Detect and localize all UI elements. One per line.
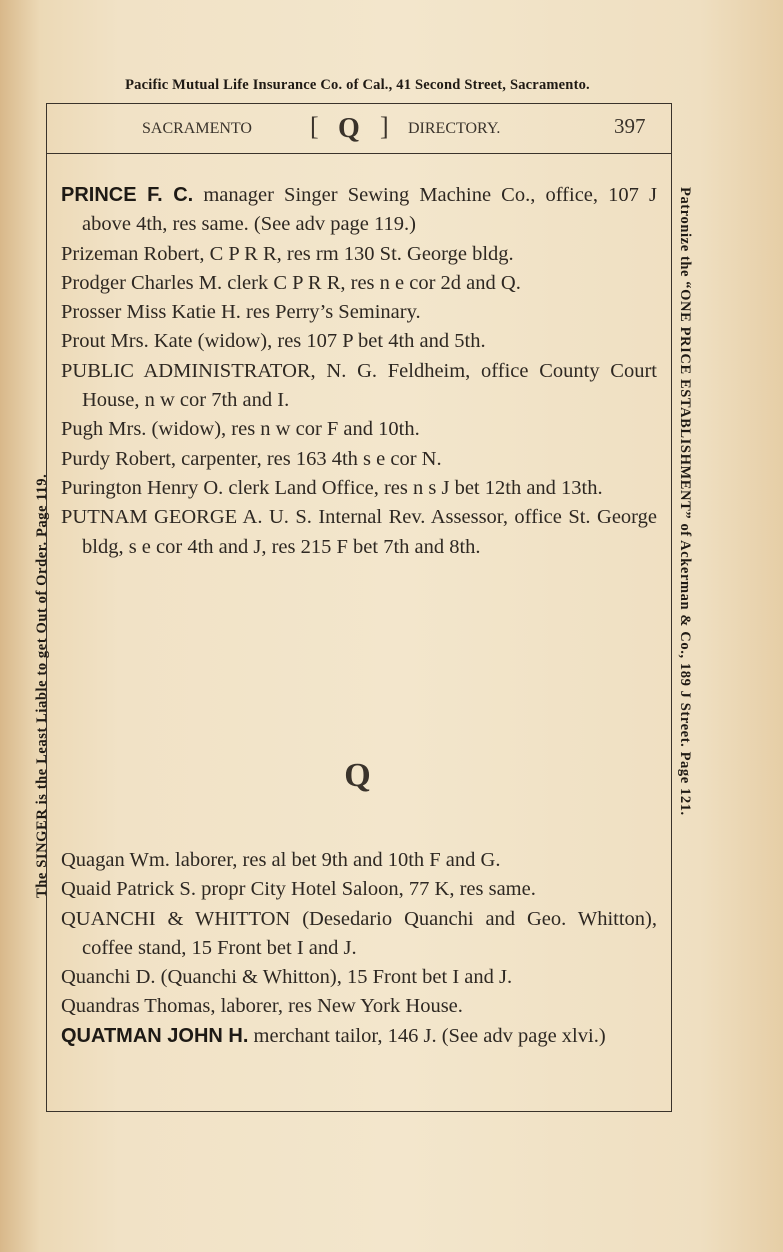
directory-entry — [61, 474, 657, 503]
directory-entry — [61, 445, 657, 474]
entry-text: Quanchi D. (Quanchi & Whitton), 15 Front bet I and J. — [61, 966, 513, 989]
entry-text: Quaid Patrick S. propr City Hotel Saloon, 77 K, res same. — [61, 878, 536, 901]
entry-text: PUTNAM GEORGE A. U. S. Internal Rev. Assessor, office St. George bldg, s e cor 4th and J, res 215 F bet 7th and 8th. — [61, 506, 657, 558]
entry-text: Prodger Charles M. clerk C P R R, res n e cor 2d and Q. — [61, 271, 521, 294]
page-number: 397 — [614, 114, 646, 138]
left-margin-advertisement: The SINGER is the Least Liable to get Out of Order. Page 119. — [34, 473, 50, 898]
directory-entry — [61, 415, 657, 444]
entry-text: PUBLIC ADMINISTRATOR, N. G. Feldheim, office County Court House, n w cor 7th and I. — [61, 359, 657, 412]
directory-entry — [61, 503, 657, 562]
running-head-word: DIRECTORY. — [408, 120, 501, 137]
entry-text: Quandras Thomas, laborer, res New York House. — [61, 995, 463, 1018]
running-head — [142, 112, 662, 144]
entry-text: manager Singer Sewing Machine Co., office, 107 J above 4th, res same. (See adv page 119.) — [82, 184, 657, 236]
entry-text: Prosser Miss Katie H. res Perry’s Seminary. — [61, 301, 421, 324]
directory-entry — [61, 846, 657, 875]
running-head-open-bracket: [ — [310, 112, 319, 141]
directory-entry — [61, 327, 657, 356]
directory-entry — [61, 181, 657, 240]
entry-text: Prout Mrs. Kate (widow), res 107 P bet 4th and 5th. — [61, 330, 486, 353]
running-head-letter: Q — [338, 113, 360, 144]
entry-text: Purdy Robert, carpenter, res 163 4th s e cor N. — [61, 447, 442, 470]
entry-text: merchant tailor, 146 J. (See adv page xlvi.) — [248, 1024, 606, 1047]
directory-entry — [61, 269, 657, 298]
directory-entries-p — [61, 181, 657, 562]
running-head-city: SACRAMENTO — [142, 120, 252, 137]
directory-entry — [61, 992, 657, 1021]
directory-entries-q — [61, 846, 657, 1051]
entry-text: Prizeman Robert, C P R R, res rm 130 St. George bldg. — [61, 242, 514, 265]
top-advertisement: Pacific Mutual Life Insurance Co. of Cal., 41 Second Street, Sacramento. — [125, 77, 590, 93]
directory-entry — [61, 357, 657, 416]
directory-entry — [61, 963, 657, 992]
entry-text: Quagan Wm. laborer, res al bet 9th and 10th F and G. — [61, 849, 501, 871]
entry-name: PRINCE F. C. — [61, 184, 194, 206]
section-letter: Q — [344, 757, 371, 794]
entry-name: QUATMAN JOHN H. — [61, 1024, 249, 1047]
right-margin-advertisement: Patronize the “ONE PRICE ESTABLISHMENT” of Ackerman & Co., 189 J Street. Page 121. — [677, 187, 693, 816]
entry-text: Pugh Mrs. (widow), res n w cor F and 10th. — [61, 418, 420, 441]
entry-text: Purington Henry O. clerk Land Office, res n s J bet 12th and 13th. — [61, 476, 603, 499]
entry-text: QUANCHI & WHITTON (Desedario Quanchi and Geo. Whitton), coffee stand, 15 Front bet I and J. — [61, 907, 657, 959]
directory-entry — [61, 240, 657, 269]
directory-entry — [61, 1022, 657, 1051]
running-head-close-bracket: ] — [380, 112, 389, 141]
directory-entry — [61, 298, 657, 327]
directory-entry — [61, 875, 657, 904]
header-rule — [47, 153, 671, 154]
directory-entry — [61, 905, 657, 964]
